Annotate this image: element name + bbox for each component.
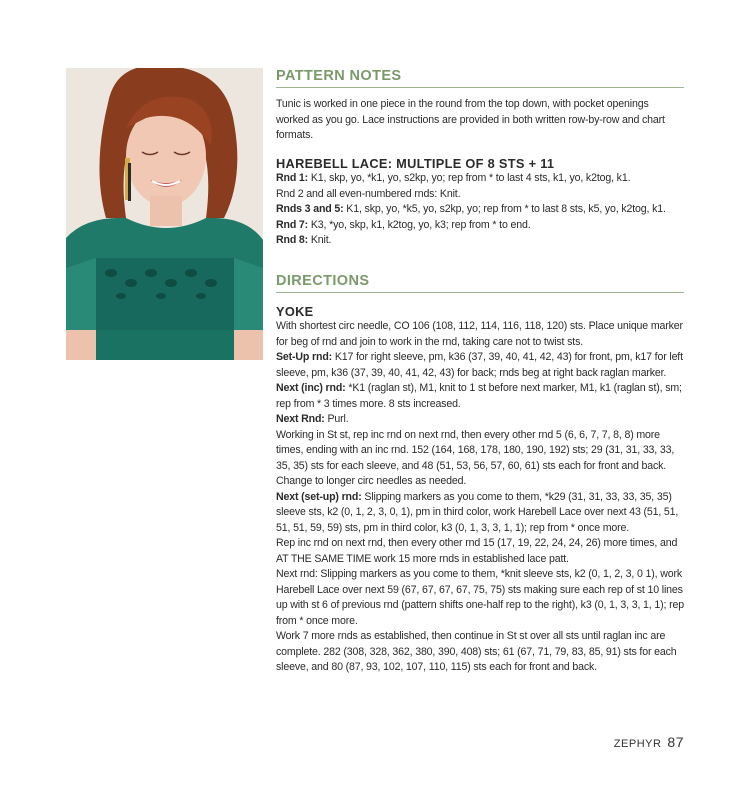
instruction-line <box>276 218 684 234</box>
instruction-label: Rnd 1: <box>276 172 309 184</box>
instruction-label: Next (set-up) rnd: <box>276 490 362 503</box>
instruction-text: With shortest circ needle, CO 106 (108, 112, 114, 116, 118, 120) sts. Place unique marker for beg of rnd and join to work in the rnd, taking care not to twist sts. <box>276 320 683 348</box>
model-photo <box>66 68 263 360</box>
instruction-line <box>276 171 684 187</box>
instruction-line <box>276 233 684 249</box>
yoke-block <box>276 304 684 676</box>
directions-section <box>276 273 684 293</box>
page-footer <box>560 734 684 750</box>
instruction-text: Next rnd: Slipping markers as you come to them, *knit sleeve sts, k2 (0, 1, 2, 3, 0 1), work Harebell Lace over next 59 (67, 67, 67, 67, 75, 75) sts making sure each rep of st 10 lines up with st 6 of previous rnd (pattern shifts one-half rep to the right), k3 (0, 1, 3, 3, 1, 1); rep from * once more. <box>276 568 684 627</box>
pattern-notes-body <box>276 97 684 144</box>
instruction-line <box>276 202 684 218</box>
yoke-instructions <box>276 319 684 676</box>
pattern-notes-heading: PATTERN NOTES <box>276 68 684 88</box>
directions-heading: DIRECTIONS <box>276 273 684 293</box>
instruction-text: K1, skp, yo, *k1, yo, s2kp, yo; rep from * to last 4 sts, k1, yo, k2tog, k1. <box>308 172 631 184</box>
book-title: ZEPHYR <box>613 738 662 750</box>
instruction-label: Rnd 7: <box>276 218 309 231</box>
instruction-text: K1, skp, yo, *k5, yo, s2kp, yo; rep from * to last 8 sts, k5, yo, k2tog, k1. <box>343 203 666 215</box>
yoke-heading: YOKE <box>276 304 314 319</box>
instruction-text: Rep inc rnd on next rnd, then every other rnd 15 (17, 19, 22, 24, 24, 26) more times, and AT THE SAME TIME work 15 more rnds in established lace patt. <box>276 537 678 565</box>
instruction-line <box>276 629 684 676</box>
instruction-line <box>276 319 684 350</box>
instruction-label: Next (inc) rnd: <box>276 382 346 394</box>
instruction-label: Set-Up rnd: <box>276 351 333 363</box>
instruction-text: Work 7 more rnds as established, then continue in St st over all sts until raglan inc are complete. 282 (308, 328, 362, 380, 390, 408) sts; 61 (67, 71, 79, 83, 85, 91) sts for each sleeve, and 80 (87, 93, 102, 107, 110, 115) sts each for front and back. <box>276 630 677 673</box>
pattern-notes-intro: Tunic is worked in one piece in the round from the top down, with pocket openings worked as you go. Lace instructions are provided in both written row-by-row and chart formats. <box>276 98 665 141</box>
harebell-lace-block <box>276 156 684 249</box>
instruction-text: K3, *yo, skp, k1, k2tog, yo, k3; rep from * to end. <box>308 218 531 231</box>
instruction-line <box>276 350 684 381</box>
harebell-lace-heading: HAREBELL LACE: MULTIPLE OF 8 STS + 11 <box>276 156 555 171</box>
instruction-text: Purl. <box>324 413 349 425</box>
instruction-line <box>276 381 684 412</box>
instruction-label: Next Rnd: <box>276 413 325 425</box>
model-photo-illustration <box>66 68 263 360</box>
instruction-line <box>276 412 684 428</box>
instruction-line <box>276 536 684 567</box>
lace-instructions <box>276 171 684 249</box>
instruction-text: Knit. <box>308 234 332 246</box>
instruction-line <box>276 428 684 490</box>
instruction-text: K17 for right sleeve, pm, k36 (37, 39, 40, 41, 42, 43) for front, pm, k17 for left sleeve, pm, k36 (37, 39, 40, 41, 42, 43) for back; rnds beg at right back raglan marker. <box>276 351 683 379</box>
instruction-text: Slipping markers as you come to them, *k29 (31, 31, 33, 33, 35, 35) sleeve sts, k2 (0, 1, 2, 3, 0, 1), pm in third color, work Harebell Lace over next 43 (51, 51, 51, 51, 59, 59) sts, pm in third color, k3 (0, 1, 3, 3, 1, 1); rep from * once more. <box>276 490 679 534</box>
instruction-label: Rnd 8: <box>276 234 309 246</box>
instruction-line <box>276 187 684 203</box>
instruction-label: Rnds 3 and 5: <box>276 203 344 215</box>
instruction-text: Working in St st, rep inc rnd on next rnd, then every other rnd 5 (6, 6, 7, 7, 8, 8) more times, ending with an inc rnd. 152 (164, 168, 178, 180, 190, 192) sts; 29 (31, 31, 33, 33, 35, 35) sts for each sleeve, and 48 (51, 53, 56, 57, 60, 61) sts each for front and back. Change to longer circ needles as needed. <box>276 428 675 487</box>
instruction-text: *K1 (raglan st), M1, knit to 1 st before next marker, M1, k1 (raglan st), sm; rep from * 3 times more. 8 sts increased. <box>276 382 682 410</box>
page-number: 87 <box>667 734 684 750</box>
pattern-notes-section <box>276 68 684 88</box>
instruction-line <box>276 567 684 629</box>
instruction-text: Rnd 2 and all even-numbered rnds: Knit. <box>276 187 461 200</box>
instruction-line <box>276 490 684 537</box>
